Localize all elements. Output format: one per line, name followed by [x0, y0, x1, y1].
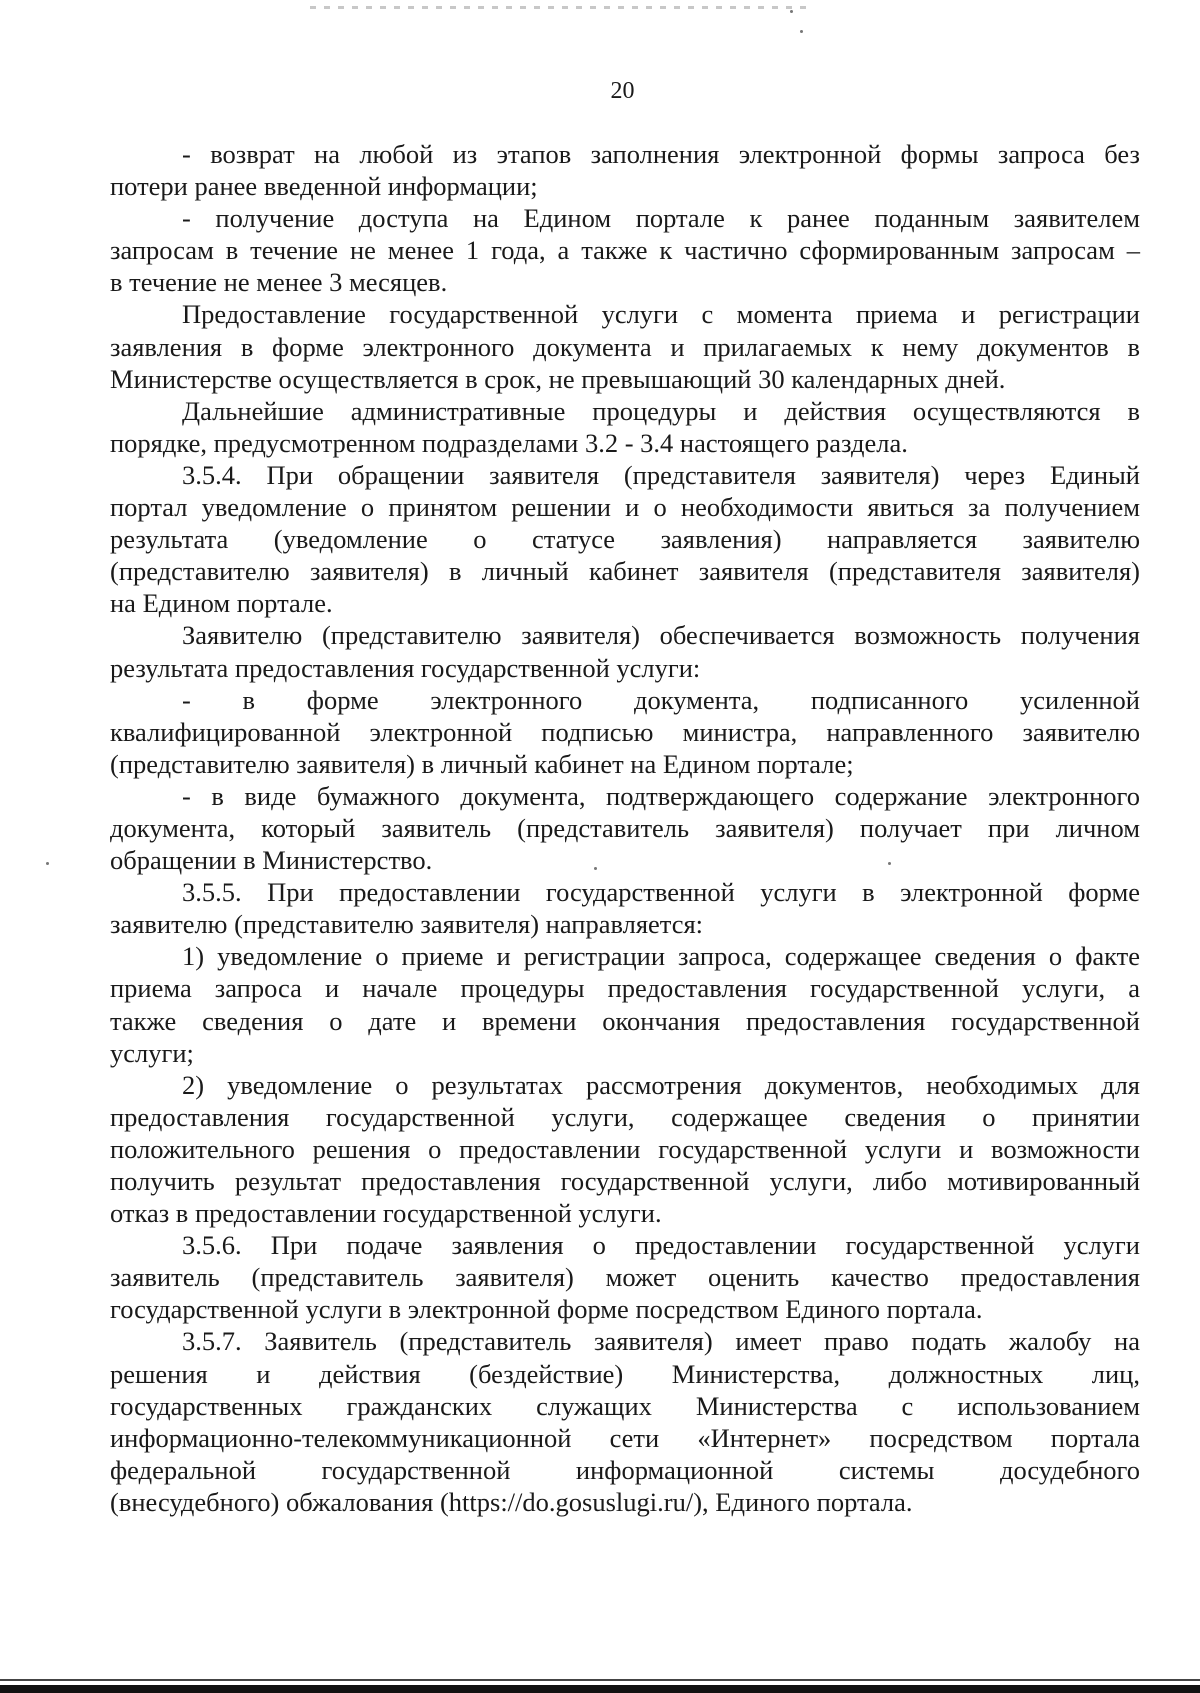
text-line: Заявителю (представителю заявителя) обеспечивается возможность получения: [182, 620, 1140, 651]
text-line: - в форме электронного документа, подписанного усиленной: [182, 684, 1140, 715]
text-line: Министерстве осуществляется в срок, не превышающий 30 календарных дней.: [110, 363, 1006, 394]
text-line: также сведения о дате и времени окончания предоставления государственной: [110, 1005, 1140, 1036]
text-line: портал уведомление о принятом решении и о необходимости явиться за получением: [110, 492, 1140, 523]
text-line: - возврат на любой из этапов заполнения электронной формы запроса без: [182, 139, 1140, 169]
paragraph: [110, 876, 1140, 940]
paragraph: [110, 1069, 1140, 1229]
text-line: заявитель (представитель заявителя) может оценить качество предоставления: [110, 1262, 1140, 1293]
text-line: Предоставление государственной услуги с момента приема и регистрации: [182, 299, 1140, 330]
text-line: 3.5.4. При обращении заявителя (представителя заявителя) через Единый: [182, 459, 1140, 490]
paragraph: [110, 780, 1140, 876]
scan-artifact-top: [310, 6, 810, 9]
text-line: обращении в Министерство.: [110, 845, 433, 876]
text-line: 3.5.5. При предоставлении государственной услуги в электронной форме: [182, 877, 1140, 908]
paragraph: [110, 684, 1140, 780]
text-line: государственных гражданских служащих Министерства с использованием: [110, 1390, 1140, 1421]
scan-artifact-dot: [800, 30, 803, 33]
text-line: в течение не менее 3 месяцев.: [110, 267, 448, 298]
text-line: результата предоставления государственной услуги:: [110, 652, 701, 683]
text-line: приема запроса и начале процедуры предоставления государственной услуги, а: [110, 973, 1140, 1004]
paragraph: [110, 138, 1140, 202]
page-number: 20: [610, 78, 635, 104]
text-line: 3.5.6. При подаче заявления о предоставлении государственной услуги: [182, 1230, 1140, 1261]
paragraph: [110, 459, 1140, 619]
text-line: - получение доступа на Едином портале к ранее поданным заявителем: [182, 203, 1140, 234]
text-line: (представителю заявителя) в личный кабинет на Едином портале;: [110, 748, 854, 779]
text-line: заявителю (представителю заявителя) направляется:: [110, 909, 704, 940]
text-line: предоставления государственной услуги, содержащее сведения о принятии: [110, 1101, 1140, 1132]
text-line: (представителю заявителя) в личный кабинет заявителя (представителя заявителя): [110, 556, 1140, 587]
text-line: услуги;: [110, 1037, 194, 1068]
text-line: 3.5.7. Заявитель (представитель заявителя) имеет право подать жалобу на: [182, 1326, 1140, 1357]
scan-artifact-dot: [46, 862, 49, 865]
text-line: информационно-телекоммуникационной сети «Интернет» посредством портала: [110, 1422, 1140, 1453]
text-line: результата (уведомление о статусе заявления) направляется заявителю: [110, 524, 1140, 555]
text-line: отказ в предоставлении государственной услуги.: [110, 1198, 662, 1229]
paragraph: [110, 202, 1140, 298]
text-line: порядке, предусмотренном подразделами 3.2 - 3.4 настоящего раздела.: [110, 427, 908, 458]
document-body: [110, 138, 1140, 1518]
paragraph: [110, 619, 1140, 683]
text-line: на Едином портале.: [110, 588, 333, 619]
text-line: запросам в течение не менее 1 года, а также к частично сформированным запросам –: [110, 235, 1140, 266]
text-line: 2) уведомление о результатах рассмотрения документов, необходимых для: [182, 1069, 1140, 1100]
paragraph: [110, 395, 1140, 459]
text-line: заявления в форме электронного документа и прилагаемых к нему документов в: [110, 331, 1140, 362]
text-line: квалифицированной электронной подписью министра, направленного заявителю: [110, 716, 1140, 747]
text-line: положительного решения о предоставлении государственной услуги и возможности: [110, 1133, 1140, 1164]
text-line: федеральной государственной информационной системы досудебного: [110, 1454, 1140, 1485]
text-line: решения и действия (бездействие) Министерства, должностных лиц,: [110, 1358, 1140, 1389]
text-line: (внесудебного) обжалования (https://do.gosuslugi.ru/), Единого портала.: [110, 1486, 913, 1517]
scan-artifact-bottom-line: [0, 1679, 1200, 1681]
text-line: - в виде бумажного документа, подтверждающего содержание электронного: [182, 780, 1140, 811]
text-line: государственной услуги в электронной форме посредством Единого портала.: [110, 1294, 983, 1325]
scan-artifact-bottom-edge: [0, 1685, 1200, 1693]
text-line: 1) уведомление о приеме и регистрации запроса, содержащее сведения о факте: [182, 941, 1140, 972]
text-line: Дальнейшие административные процедуры и действия осуществляются в: [182, 395, 1140, 426]
text-line: потери ранее введенной информации;: [110, 171, 538, 202]
paragraph: [110, 1325, 1140, 1518]
paragraph: [110, 940, 1140, 1068]
text-line: получить результат предоставления государственной услуги, либо мотивированный: [110, 1166, 1140, 1196]
scan-artifact-dot: [790, 10, 793, 13]
paragraph: [110, 298, 1140, 394]
paragraph: [110, 1229, 1140, 1325]
text-line: документа, который заявитель (представитель заявителя) получает при личном: [110, 812, 1140, 843]
